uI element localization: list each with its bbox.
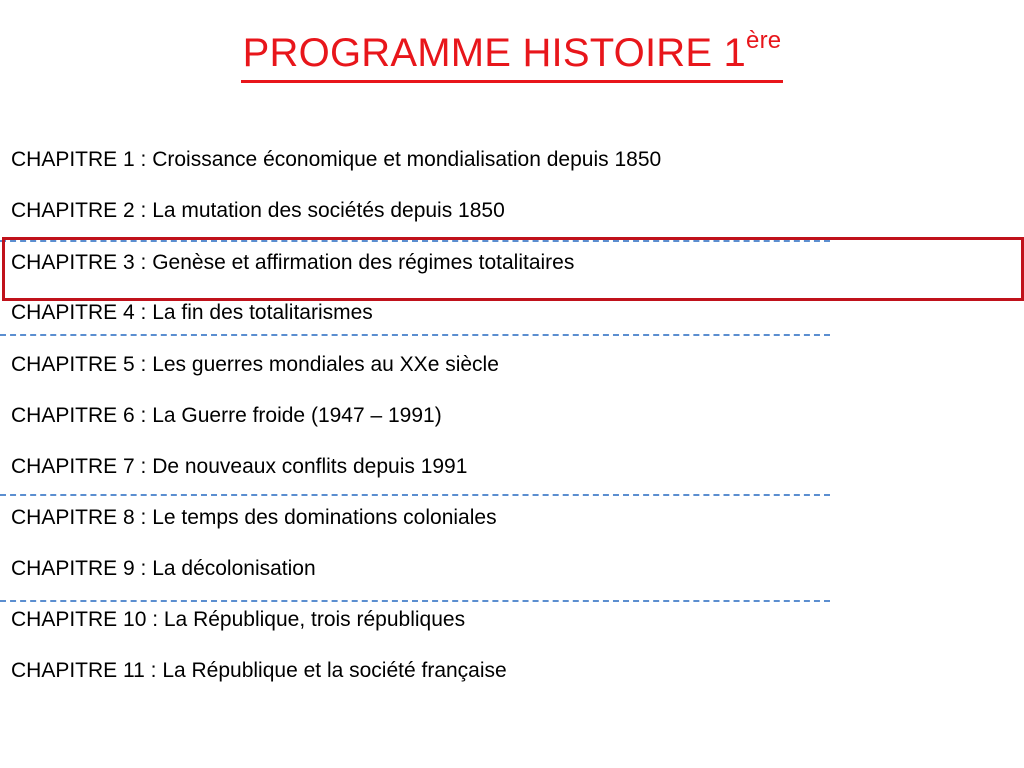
section-divider-3 bbox=[0, 494, 830, 496]
chapter-8: CHAPITRE 8 : Le temps des dominations coloniales bbox=[11, 506, 497, 529]
section-divider-4 bbox=[0, 600, 830, 602]
chapter-9: CHAPITRE 9 : La décolonisation bbox=[11, 557, 316, 580]
chapter-10: CHAPITRE 10 : La République, trois républiques bbox=[11, 608, 466, 631]
chapter-4: CHAPITRE 4 : La fin des totalitarismes bbox=[11, 301, 373, 324]
chapter-6: CHAPITRE 6 : La Guerre froide (1947 – 1991) bbox=[11, 404, 442, 427]
chapter-3-highlight-box bbox=[2, 237, 1024, 301]
section-divider-2 bbox=[0, 334, 830, 336]
chapter-2: CHAPITRE 2 : La mutation des sociétés depuis 1850 bbox=[11, 199, 505, 222]
title-text: PROGRAMME HISTOIRE 1 bbox=[242, 31, 747, 75]
title-superscript: ère bbox=[746, 27, 782, 54]
chapter-7: CHAPITRE 7 : De nouveaux conflits depuis 1991 bbox=[11, 455, 468, 478]
chapter-1: CHAPITRE 1 : Croissance économique et mondialisation depuis 1850 bbox=[11, 148, 662, 171]
chapter-5: CHAPITRE 5 : Les guerres mondiales au XXe siècle bbox=[11, 353, 499, 376]
chapter-11: CHAPITRE 11 : La République et la société française bbox=[11, 659, 507, 682]
chapter-3: CHAPITRE 3 : Genèse et affirmation des régimes totalitaires bbox=[11, 251, 575, 274]
